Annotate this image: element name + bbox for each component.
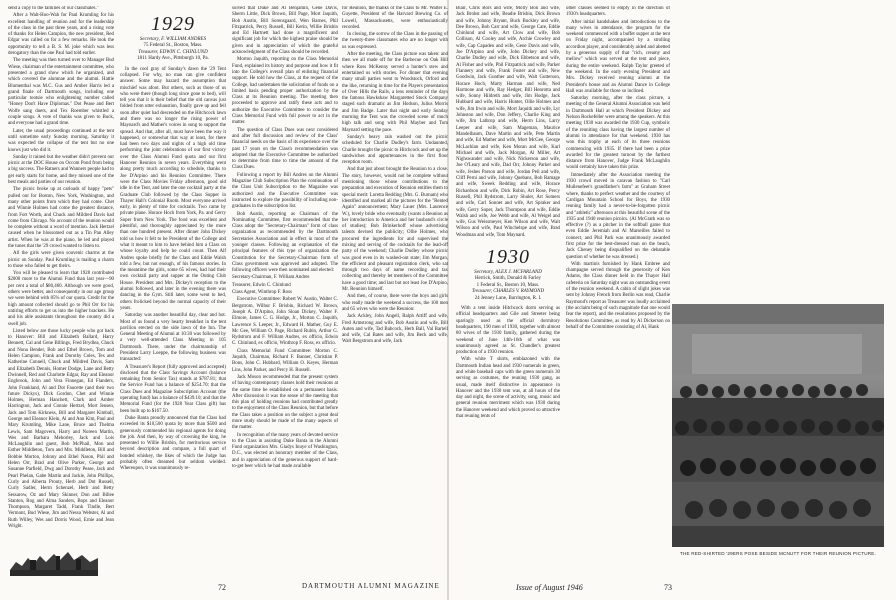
left-column-1 [8, 6, 114, 536]
left-column-4 [342, 6, 448, 566]
roster-paragraph: Blair, Chris Bors and wife, Molly Bon and wife, Jack Brobst and wife, Beadie Brisbin, Dick Brown and wife, Johnny Bryant, Buck Buckley and wife, Dee Brown, Bob Carr and wife, George Cate, Eddie Chinlund and wife, Art Clow and wife, Bob Collison, Al Cooley and wife, Archie Crowley and wife, Cap Capadeo and wife, Gene Davis and wife, Joe D'Arpino and wife, John Dickey and wife, Charlie Dudley and wife, Dick Ebbetson and wife, Al Fisher and wife, Phil Fitzpatrick and wife, Parker Flannery and wife, Frank Foster and wife, New Goodwin, Jack Gunther and wife, Walt Gutterson, Horace Hoch, Marty Harman and wife, Ned Harmone and wife, Ray Hedger, Bill Henrotta and wife, Sonny Hildreth and wife, Jim Hodge, Jack Hubbard and wife, Harris Hunter, Ollie Holmes and wife, Jim Irwin and wife, Mort Jaquith and wife, Lyr Johnston and wife, Don Jeffery, Charlie King and wife, Jim Lathrop and wife, Herm Lins, Larry Leeper and wife, Sam Mageman, Maurice Mandelbaum, Dave Martin and wife, Pete Martin and wife, Ed Mather and wife, Mort McGee, George McLachlan and wife, Ken Moran and wife, Karl Michael and wife, Jack Morgan, Al Miller, Art Nighswander and wife, Nick Nickerson and wife, Joe O'Leary and wife, Dad Orr, Johnny Parker and wife, Jeshes Parson and wife, Jordan Peil and wife, Cliff Perni and wife, Johnny Quebans, Bob Ramage and wife, Sweek Redding and wife, Horace Richardson and wife, Dick Robin, Art Rose, Percy Russell, Phil Rydstrom, Larry Shuler, Art Somers and wife, Carl Sonnet and wife, Art Spraker and wife, Gerry Soper, Jack Thompson and wife, Eddie Walsh and wife, Joe Webb and wife, Al Weigel and wife, Gus Weissmeyer, Ken Wilson and wife, Walt Wilson and wife, Paul Winchelspe and wife, Brad Woodman and wife, Tom Maynard. [456, 6, 560, 238]
paragraph: In recognition of the many years of devoted service to the Class in assisting Duke Banta in the Alumni Fund organization Mrs. Gladys Inuye of Washington, D.C., was elected an honorary member of the Class, and in appreciation of the generous support of hard-to-get beer which he had made available [232, 432, 338, 470]
page-number-left: 72 [218, 583, 226, 592]
paragraph: Bob Austin, reporting as Chairman of the Nominating Committee, first recommended that the Class adopt the "Secretary-Chairman" form of class organization as recommended by the Dartmouth Secretaries Association and in effect in most of the younger classes. Following an explanation of the principal features of this type of organization the Constitution for the Secretary-Chairman form of Class government was approved and adopted. The following officers were then nominated and elected: [232, 211, 338, 274]
magazine-name: DARTMOUTH ALUMNI MAGAZINE [302, 582, 440, 590]
paragraph: And that just about brought the Reunion to a close. The story, however, would not be complete without mentioning those whose contributions to the preparation and execution of Reunion entitles them to special merit: Loretta Redding (Mrs. G. Burnam) who identified and marked all the pictures for the "Rented Again" announcement; Mary Lauer (Mrs. Laurence W.), lovely bride who eventually (wants a Reunion as her introduction to America and her husband's circle of studies); Bob Brinkerhoff whose advertising talents devised the publicity; Ollie Holmes, who procured the ingredients for and supervised the mixing and serving of the cocktails for the lead-off party of the weekend; Charlie Dudley whose picnic was good even in its washed-out state; Jim Morgan, the efficient and pleasant registration clerk, who sat through two days of name recording and tax collecting and thereby let members of the Committee have a good time; and last but not least Joe D'Arpino, Mr. Reunion himself. [342, 167, 448, 293]
paragraph: With martinis furnished by Hank Embree and champagne served through the generosity of Ken Adams, the Class dinner held in the Thayer Hall cafeteria on Saturday night was an outstanding event of the reunion weekend. A cabin of slight jokes was sent by Johnny French from Berlin was read, Charlie Raymond's report as Treasurer was loudly acclaimed (the acclaim being of such magnitude that one would fear the report), and the resolutions proposed by the Resolutions Committee, as read by Al Dickerson on behalf of the Committee consisting of Al, Hank [566, 261, 670, 330]
paragraph: solved that Duke and Al Benjamin, Gene Davis, Sherm Little, Dick Brown, Bill Page, Mort Jaquith, Bob Austin, Bill Sorensgaard, Wen Barnes, Phil Fitzpatrick, Percy Russell, Bill Kerin, Willie Brisbin and Ed Hartnett had done a magnificent and significant job for which the highest praise should be given and in appreciation of which the grateful acknowledgment of the Class should be recorded. [232, 6, 338, 56]
paragraph: In the cool gray of Sunday's dawn the '29 Tent collapsed. For why, no man can give confident answer. Some may hazard the assumption that mischief was afoot. But others, such as those of us who were there (though long since gone to bed), will tell you that it is their belief that the old canvas just folded from utter exhaustion, finally gave up and fell soon after quiet had descended on the Hitchcock lawn and there was no longer the rising power of Maynard's and Mather's voices in song to support the spread. And that, after all, must have been the way it happened, or somewhat that way at least, for there had been two days and nights of a high old time performing the joint celebrations of our first victory over the Class Alumni Fund quota and our first Hanover Reunion in seven years. Everything went along pretty much according to schedule, thanks to Joe D'Arpino and his Reunion Committee. There were the Class Movies Friday afternoon, good old idle in the Tent, and later the one cocktail party at the Graduate Club followed by the Class Supper in Thayer Hall's Colonial Room. Most everyone arrived early, in plenty of time for cocktails. Two came by private plane. Horace Hoch from York, Pa. and Gerry Soper from New York. The food was excellent and plentiful, and thoroughly appreciated by the more than one hundred present. After dinner John Dickey told us how it felt to be President of the College and what it meant to him to have behind him a Class on whose loyalty and help he could count. Then Alf Andres spoke briefly for the Class and Eddie Walsh told a few, but not enough, of his famous stories. In the meantime the girls, some 65 wives, had had their own cocktail party and supper at the Outing Club House. President and Mrs. Dickey's reception to the alumni followed, and later in the evening there was dancing in the Gym. Still later, some went to bed, others frolicked beyond the normal capacity of their years. [120, 66, 226, 311]
paragraph: All the girls were given souvenir charms at the picnic on Sunday. Paul Krumling is mailing a charm to those who failed to get theirs. [8, 251, 114, 269]
paragraph: Jack Moson recommended that the present system of having contemporary classes hold their reunions at the same time be established on a permanent basis. After discussion it was the sense of the meeting that this plan of holding reunions had contributed greatly to the enjoyment of the Class Reunion, but that before the Class takes a position on the subject a great deal more study should be made of the many aspects of the matter. [232, 374, 338, 431]
officer-entry: Class Agent, Winthrop F. Ross [232, 290, 292, 296]
paragraph: other classes seemed to empty in the direction of 1930's headquarters. [566, 6, 670, 18]
paragraph: Sunday's heavy rain washed out the picnic scheduled for Charlie Dudley's farm. Undaunted, Charlie brought the picnic to Hitchcock and set up the sandwiches and appurtenances in the first floor reception room. [342, 134, 448, 166]
paragraph: Executive Committee: Robert W. Austin, Walter C. Bergstrom, Wilbur F. Brisbin, Richard W. Brown, Joseph A. D'Arpino, John Sloan Dickey, Walter F. Elmore, James C. G. Hodge, Jr., Morton C. Jaquith, Lawrence S. Leeper, Jr., Edward H. Mather, Guy E. Mc Gee, William O. Page, Richard Rubin, Arthur G. Rydstrom and F. William Andres, ex officio, Edwin C. Chinlund, ex officio, Winthrop F. Ross, ex officio. [232, 297, 338, 347]
paragraph: Duke Banta proudly announced that the Class had exceeded its $10,500 quota by more than $500 and generously commended his regional agents for doing the job. And then, by way of crowning the king, he presented to Willie Brisbin, for meritorious service beyond description and compare, a full quart of bonded whiskey, the likes of which the Judge has probably often dreamed but seldom wielded. Whereupon, it was unanimously re- [120, 415, 226, 472]
right-column-1 [456, 6, 560, 566]
paragraph: After initial handshakes and introductions to the many wives in attendance, the program for the weekend commenced with a buffet supper at the tent on Friday night, accompanied by a strolling accordion player, and considerably aided and abetted by a generous supply of that "rich, creamy and mellow" which was served at the tent and piece, during the entire weekend. Ralph Taylor greeted of the weekend. In the early evening President and Mrs. Dickey received reuning alumni at the President's house and an Alumni Dance in College Hall was available for those so inclined. [566, 19, 670, 94]
paragraph: Saturday morning, after the class picture, a meeting of the General Alumni Association was held in Dartmouth Hall at which President Dickey and Nelson Rockefeller were among the speakers. At this meeting 1930 was awarded the 1930 Cup, symbolic of the reuniting class having the largest number of alumni in attendance for that weekend. 1930 has won this trophy at each of its three reunions commencing with 1935. If there had been a prize awarded for the greatest turnout by the farthest distance from Hanover, Judge Frank McLaughlin would certainly have taken this prize. [566, 96, 670, 171]
class-officers [456, 270, 560, 302]
paragraph: send a copy to the families of our classmates." [8, 6, 99, 11]
left-column-3 [232, 6, 338, 566]
paragraph: After the meeting, the Class picture was taken: and then we all made off for the Barbecue on Oak Hill where Ross McKenny served a hunter's stew and entertained us with stories. For dinner that evening many small parties went to Woodstock, Orford and the like, returning in time for the Players presentation of Over Hills the Rails, a lens reminder of the days the famous Hawkshaw Margaretted Stock Company staged such dramatic as Jim Hodson, Julius Morris and Jim Badge. Later that night and early Sunday morning the Tent was the crowded scene of much high talk and song with Phil Mayber and Tom Maynard setting the pace. [342, 52, 448, 133]
officer-entry: Secretary-Chairman, F. William Andres [232, 275, 310, 281]
class-year-heading: 1930 [486, 245, 530, 268]
issue-date: Issue of August 1946 [516, 583, 583, 592]
paragraph: After a Walt-Hoo-Wah for Paul Krumling for his excellent handling of reunion and for the leadership of the class in the past three years, and a rising vote of thanks for Helen Campion, the new president, Red Edgar was called on for a few remarks. He took the opportunity to tell a B. S. M. joke which was less derogatory than the one Paul had told earlier. [8, 13, 114, 57]
left-column-2 [120, 6, 226, 566]
paragraph: A Treasurer's Report (fully approved and accepted) disclosed that the Class Savings Account (balance remaining from Senior Tax) stands at $787.81; that the Service Fund has a balance of $254.70; that the Class Dues and Magazine Subscription Account (the operating fund) has a balance of $439.10; and that the Memorial Fund (for the 1928 Year Class gift) has been built up to $167.50. [120, 364, 226, 414]
photo-caption: THE RED-SHIRTED '29ERS POSE BESIDE MCNUTT FOR THEIR REUNION PICTURE. [680, 551, 876, 556]
right-column-2 [566, 6, 670, 566]
paragraph: Later, the usual proceedings continued at the tent until sometime early Sunday morning. Saturday it was expected the collapse of the tent but no one knows just who did it. [8, 128, 114, 153]
paragraph: The question of Class Dues was next considered and after full discussion and review of the Class' financial needs on the basis of its experience over the past 17 years on the Class's recommendation was adopted that the Executive Committee be authorized to determine from time to time the amount of the Class Dues. [232, 127, 338, 171]
class-year-heading: 1929 [151, 13, 195, 35]
address-line: 24 Jenney Lane, Barrington, R. I. [474, 295, 542, 301]
address-line: Herrick, Smith, Donald & Farley [474, 276, 542, 282]
treasurer-line: Treasurer, CHARLES V. RAYMOND [471, 289, 545, 295]
paragraph: for Reunion, the thanks of the Class to Mr. Walter E. Guyette, President of the Harvard Brewing Co. of Lowell, Massachusetts, were enthusiastically recorded. [342, 6, 448, 30]
page-number-right: 73 [664, 583, 672, 592]
skyline-illustration [10, 540, 98, 576]
class-officers [120, 37, 226, 63]
paragraph: Sunday it rained but the weather didn't prevent our picnic at the DOC House on Occom Pond from being a big success. The Ratners and Wanners people had to get early starts for home, and they missed one of the best meals and parties of our reunion. [8, 154, 114, 186]
paragraph: The picnic broke up at carloads of happy "pets" pulled out for Boston, New York, Washington, and many other points from which they had come. Chet and Winnie Holmes had come the greatest distance, from Fort Worth, and Chuck and Mildred Davis had come from Chicago. No account of the reunion would be complete without a word of mention. Jack Hertzel caused when he blossomed out as a Tin Pan Alley artist. When he was at the piano, he led and played the tunes that the '29 crowd wanted to listen to. [8, 187, 114, 249]
paragraph: The meeting was then turned over to Manager Bud Wiese, chairman of the entertainment committee, who presented a grand show which he organized, and which covered the alumnae and the alumni. Hattie Blumenthal was M.C. Gus and Amber Harris led a grand finale of Dartmouth songs, including one particular tootsie who enlightening number called "Honey Don't Have Diplomas." Dot Pease and Bert Wolfe sang duets, and Tex Roember whistled a couple songs. A vote of thanks was given to Buck, and everyone had a grand time. [8, 58, 114, 127]
paragraph: Listed below are those lucky people who got back to Hanover: Bill and Elizabeth Ballard, Harry Bennett, Cal and Gene Billings, Fred Brydlea, Chuck and Nona Bender, Bob and Ethel Brown, Tom and Helen Campion, Frank and Dorothy Coles, Tex and Katherine Connell, Chuck and Mildred Davis, Sam and Elizabeth Dennis, Homer Dodge, Lane and Betty Dwinnell, Red and Charlotte Edgar, Ray and Eleanor Engbrook, John and Vera Finnegan, Ed Flanders, John Frankland, Al and Dot Faucette (and their two future Dickys), Dick Gordon, Chet and Winnie Holmes, Herman Hanchett, Clark and Amber Harrington, Jack and Connie Hertzel, Mort Jensen, Jack and Tom Kirkness, Bill and Margaret Kimball, George and Eleanor Klein, Al and Ann Kim, Paul and Mary Krumling, Mike Lane, Bruce and Thelma Lewis, Sam Magovern, Harry and Noreen Martin, Wes and Barbara Mehorley, Jack and Lois McLaughlin and guest, Bob McPhail, Mon and Esther Middleton, Tom and Mrs. Middleton, Bill and Bobbie Morton, Johnny and Ethel Nason, Phil and Helen Orr, Brad and Olive Parker, George and Susanne Parfield, Dwg and Dorothy Pease, Jack and Pearl Phelan, Gabe Martin and Jackie, John Phillips, Curly and Alberta Prouty, Herb and Dot Russell, Curly Sadler, Herm Schenzel, Herb and Betty Sessarow, Oz and Mary Skinner, Don and Billee Stanton, Rog and Alma Sanders, Bops and Eleanor Thompson, Margaret Tadd, Frank Tindle, Bert Vermont, Bud Wiese, Jim and Nessa Webster, Al and Ruth Willey, Wes and Dorris Wood, Ernie and Jean Wright. [8, 328, 114, 530]
address-line: 1811 Hardy Ave., Pittsburgh 10, Pa. [137, 56, 209, 62]
address-line: 1 Federal St., Boston 10, Mass. [476, 282, 540, 288]
paragraph: Immediately after the Association meeting the 1930 crowd moved in caravan fashion to "Carl Mullenefeet's grandfather's farm" at Graham Street where, thanks to perfect weather and the courtesy of Cardigan Mountain School for Boys, the 1930 reuning family had a never-to-be-forgotten picnic and "athletic" afternoon at this beautiful scene of the 1935 and 1940 reunion picnics. (Al McGrath was so effective (?) as a pitcher in the softball game that even Eddie Jeremiah and Al Marseilles failed to connect, and Phil Park was unanimously awarded first prize for the best-dressed man on the beach, Jack Cheney being disqualified on the debatable question of whether he was dressed.) [566, 172, 670, 260]
paragraph: Jack Ackley, John Angell, Ralph Artiff and wife, Fred Armstrong and wife, Bob Austin and wife, Bill Auten and wife, Tad Babcock, Herb Ball, Val Bartell and wife, Cal Bates and wife, Jim Beck and wife, Walt Bergstrom and wife, Jack [342, 314, 448, 345]
class-reunion-photo [672, 304, 884, 547]
secretary-line: Secretary, F. WILLIAM ANDRES [139, 37, 207, 42]
paragraph: Saturday was another beautiful day, clear and hot. Most of us found a very hearty breakfast in the tent pavilion erected on the side lawn of the Inn. The General Meeting of Alumni at 10:30 was followed by a very well-attended Class Meeting in 105 Dartmouth. There, under the chairmanship of President Larry Loeppe, the following business was transacted: [120, 313, 226, 363]
address-line: 75 Federal St., Boston, Mass. [143, 43, 203, 49]
right-column-3 [676, 6, 884, 298]
paragraph: In closing, the sorrow of the Class in the passing of the twenty-three classmates who are no longer with us was expressed. [342, 32, 448, 50]
paragraph: Following a report by Bill Andres on the Alumni Magazine Club Subscription Plan the continuation of the Class Unit Subscription to the Magazine was authorized and the Executive Committee was instructed to explore the possibility of including non-graduates in the subscription list. [232, 172, 338, 210]
secretary-line: Secretary, ALEX J. MCFARLAND [474, 269, 542, 275]
officer-entry: Treasurer, Edwin C. Chinlund [232, 282, 291, 288]
treasurer-line: Treasurer, EDWIN C. CHINLUND [138, 49, 208, 55]
group-photo-illustration [672, 304, 884, 547]
paragraph: With a tent inside Hitchcock dorm serving as official headquarters and Gile and Streeter being sparingly used as the official dormitory headquarters, 190 men of 1930, together with almost 80 wives of the 1930 family, gathered during the weekend of June 14th-16th of what was unanimously agreed as St. Chandler's greatest production of a 1930 reunion. [456, 306, 560, 356]
paragraph: You will be pleased to learn that 1928 contributed $2000 more to the Alumni Fund than last year—90 per cent a total of $80,460. Although we were good, others were better, and consequently in our age group we were behind with 85% of our quota. Credit for the high amount collected should go to Phil Orr for his untiring efforts to get us into the higher brackets. He and his able assistants throughout the country did a swell job. [8, 271, 114, 327]
paragraph: Morton Jaquith, reporting on the Class Memorial Fund, explained its history and purpose and how it fit into the College's overall plan of enlisting financial support. He told how the Class, at the request of the College, had undertaken the solicitation of funds on a limited basis pending proper authorization by the Class at its Reunion meeting. The meeting then proceeded to approve and ratify these acts and to authorize the Executive Committee to consider the Class Memorial Fund with full power to act in the matter. [232, 57, 338, 126]
paragraph: With white T shirts, emblazoned with the Dartmouth Indian head and 1930 numerals in green, and white baseball caps with the green numerals 30 serving as costumes, the reuning 1930 gang, as usual, made itself distinctive in appearance in Hanover and the 1930 tent was, at all hours of the day and night, the scene of activity, song, music and general reunion merriment which was 1930 during the Hanover weekend and which proved so attractive that reuning tents of [456, 357, 560, 420]
paragraph: And then, of course, there were the boys and girls who really made the weekend a success, the 100 men and 65 wives who were the Reunion: [342, 294, 448, 312]
paragraph: Class Memorial Fund Committee: Morton C. Jaquith, Chairman, Richard F. Banner, Christian P. Bons, John C. Hubbard, William O. Keyes, Herman Lins, John Parker, and Percy H. Russell. [232, 348, 338, 373]
